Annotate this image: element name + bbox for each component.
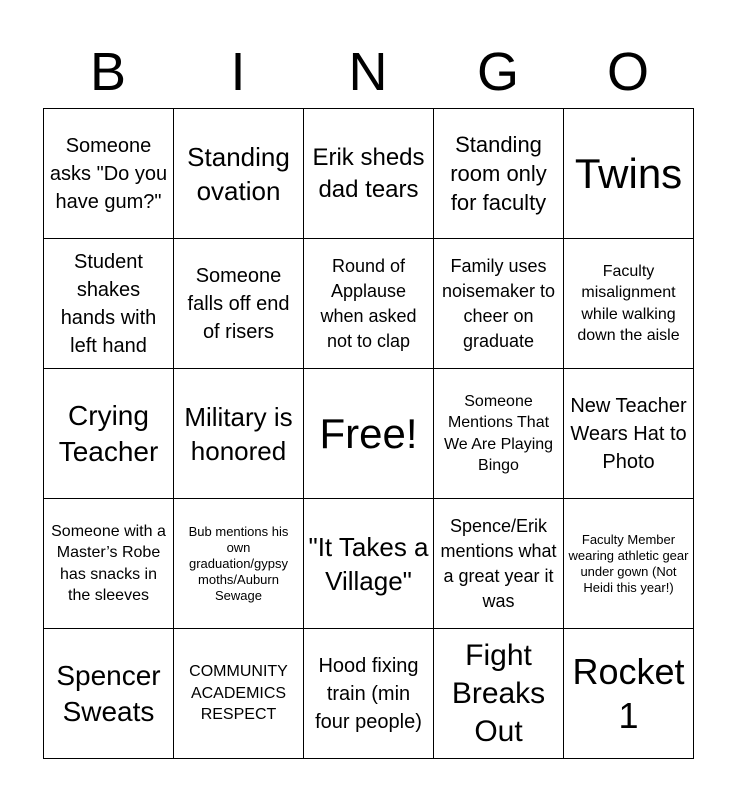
cell-text: Someone Mentions That We Are Playing Bingo [443,392,554,474]
cell-text: Faculty misalignment while walking down the aisle [577,262,680,344]
cell-text: Bub mentions his own graduation/gypsy moths/Auburn Sewage [188,523,289,603]
bingo-grid [43,108,694,759]
cell-text: Standing ovation [187,141,290,206]
cell-text: Rocket 1 [572,650,685,736]
bingo-cell[interactable] [564,629,694,759]
bingo-cell[interactable] [434,499,564,629]
cell-text: Crying Teacher [58,399,159,467]
bingo-cell[interactable] [174,499,304,629]
cell-text: Someone with a Master’s Robe has snacks in the sleeves [51,522,166,604]
cell-text: Fight Breaks Out [451,638,546,748]
bingo-cell[interactable] [44,499,174,629]
cell-text: COMMUNITY ACADEMICS RESPECT [189,663,288,724]
cell-text: New Teacher Wears Hat to Photo [570,394,687,473]
bingo-cell[interactable] [44,629,174,759]
bingo-cell[interactable] [304,109,434,239]
cell-text: Student shakes hands with left hand [60,250,157,357]
bingo-cell[interactable] [564,239,694,369]
free-space-text: Free! [319,409,418,457]
cell-text: Military is honored [184,401,293,466]
bingo-cell[interactable] [44,109,174,239]
bingo-header [43,40,693,104]
grid-row [44,239,694,369]
header-letter-o: O [606,42,649,102]
grid-row [44,499,694,629]
cell-text: Someone falls off end of risers [187,264,290,343]
bingo-cell[interactable] [304,499,434,629]
bingo-cell[interactable] [44,369,174,499]
header-letter-n: N [348,42,388,102]
cell-text: Spencer Sweats [56,659,161,727]
bingo-cell[interactable] [564,369,694,499]
bingo-cell[interactable] [434,629,564,759]
bingo-cell[interactable] [174,629,304,759]
cell-text: Erik sheds dad tears [312,143,425,203]
cell-text: Someone asks "Do you have gum?" [49,134,168,213]
bingo-cell[interactable] [434,369,564,499]
grid-row [44,629,694,759]
bingo-cell[interactable] [434,109,564,239]
bingo-cell[interactable] [174,239,304,369]
cell-text: Standing room only for faculty [450,132,547,215]
bingo-cell[interactable] [564,109,694,239]
header-letter-b: B [89,42,127,102]
bingo-cell[interactable] [304,629,434,759]
cell-text: "It Takes a Village" [308,531,429,596]
grid-row [44,369,694,499]
cell-text: Twins [574,149,683,197]
bingo-cell[interactable] [304,239,434,369]
cell-text: Family uses noisemaker to cheer on graduate [441,255,556,351]
grid-row [44,109,694,239]
free-space-cell[interactable] [304,369,434,499]
cell-text: Hood fixing train (min four people) [315,654,422,733]
cell-text: Spence/Erik mentions what a great year it was [440,515,557,611]
bingo-cell[interactable] [434,239,564,369]
header-letter-g: G [476,42,519,102]
cell-text: Faculty Member wearing athletic gear under gown (Not Heidi this year!) [568,531,689,595]
bingo-cell[interactable] [564,499,694,629]
bingo-cell[interactable] [44,239,174,369]
cell-text: Round of Applause when asked not to clap [320,255,417,351]
bingo-cell[interactable] [174,109,304,239]
header-letter-i: I [230,42,246,102]
bingo-cell[interactable] [174,369,304,499]
